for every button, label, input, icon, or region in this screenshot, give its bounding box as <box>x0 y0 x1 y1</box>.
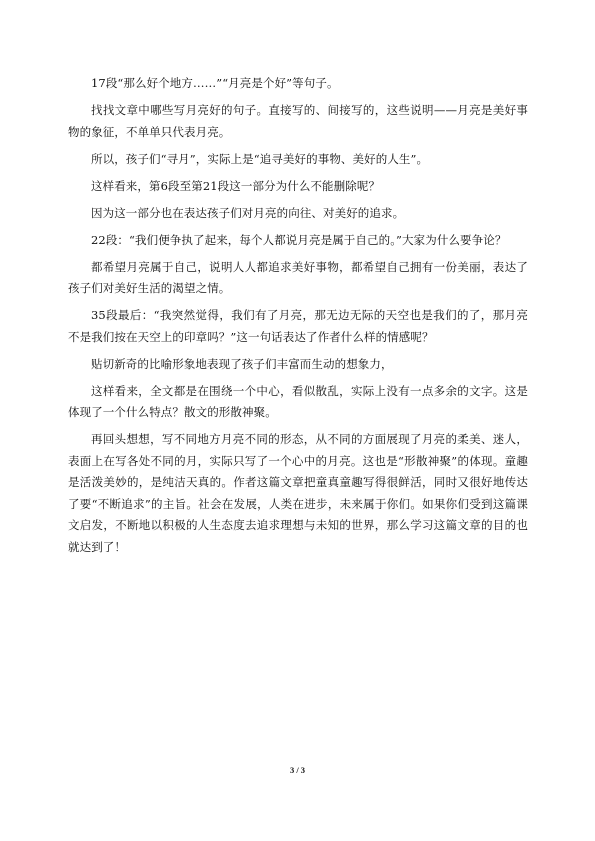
paragraph: 贴切新奇的比喻形象地表现了孩子们丰富而生动的想象力， <box>91 356 393 371</box>
page-number: 3 / 3 <box>289 765 306 775</box>
paragraph: 因为这一部分也在表达孩子们对月亮的向往、对美好的追求。 <box>91 205 405 220</box>
paragraph: 这样看来，全文都是在围绕一个中心，看似散乱，实际上没有一点多余的文字。这是体现了一个什么特点？散文的形散神聚。 <box>68 383 528 419</box>
paragraph: 找找文章中哪些写月亮好的句子。直接写的、间接写的，这些说明——月亮是美好事物的象征，不单单只代表月亮。 <box>68 103 528 139</box>
document-body <box>68 73 528 564</box>
paragraph: 35段最后：“我突然觉得，我们有了月亮，那无边无际的天空也是我们的了，那月亮不是我们按在天空上的印章吗？”这一句话表达了作者什么样的情感呢？ <box>68 308 528 344</box>
paragraph: 17段“那么好个地方……”“月亮是个好”等句子。 <box>91 76 339 90</box>
paragraph: 这样看来，第6段至第21段这一部分为什么不能删除呢？ <box>91 178 381 193</box>
paragraph: 都希望月亮属于自己，说明人人都追求美好事物，都希望自己拥有一份美丽，表达了孩子们对美好生活的渴望之情。 <box>68 259 528 295</box>
paragraph: 再回头想想，写不同地方月亮不同的形态，从不同的方面展现了月亮的柔美、迷人，表面上在写各处不同的月，实际只写了一个心中的月亮。这也是“形散神聚”的体现。童趣是活泼美妙的，是纯洁天真的。作者这篇文章把童真童趣写得很鲜活，同时又很好地传达了要“不断追求”的主旨。社会在发展，人类在进步，未来属于你们。如果你们受到这篇课文启发，不断地以积极的人生态度去追求理想与未知的世界，那么学习这篇文章的目的也就达到了！ <box>68 432 528 554</box>
paragraph: 22段：“我们便争执了起来，每个人都说月亮是属于自己的。”大家为什么要争论？ <box>91 232 507 247</box>
paragraph: 所以，孩子们“寻月”，实际上是“追寻美好的事物、美好的人生”。 <box>91 151 429 166</box>
